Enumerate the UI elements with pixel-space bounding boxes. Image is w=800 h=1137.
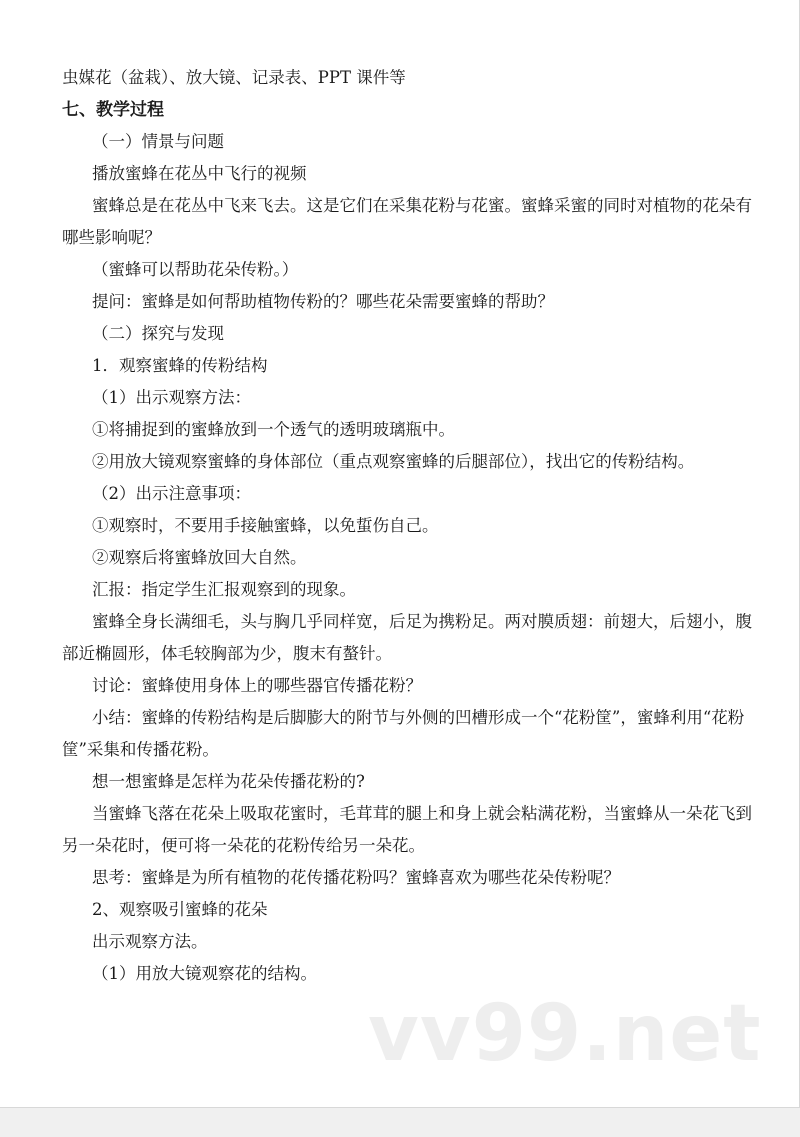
paragraph-reflection: 思考：蜜蜂是为所有植物的花传播花粉吗？蜜蜂喜欢为哪些花朵传粉呢？	[92, 868, 620, 887]
note-item-2: ②观察后将蜜蜂放回大自然。	[92, 548, 307, 567]
paragraph-discussion: 讨论：蜜蜂使用身体上的哪些器官传播花粉？	[92, 676, 422, 695]
note-item-1: ①观察时，不要用手接触蜜蜂，以免蜇伤自己。	[92, 516, 439, 535]
watermark: vv99.net	[368, 989, 762, 1079]
step-observe-method: （1）出示观察方法：	[92, 388, 251, 407]
step-notes: （2）出示注意事项：	[92, 484, 251, 503]
paragraph-bee-intro: 蜜蜂总是在花丛中飞来飞去。这是它们在采集花粉与花蜜。蜜蜂采蜜的同时对植物的花朵有哪些影响呢？	[62, 196, 752, 247]
materials-line: 虫媒花（盆栽）、放大镜、记录表、PPT 课件等	[62, 68, 406, 87]
paragraph-pollination-process: 当蜜蜂飞落在花朵上吸取花蜜时，毛茸茸的腿上和身上就会粘满花粉，当蜜蜂从一朵花飞到另一朵花时，便可将一朵花的花粉传给另一朵花。	[62, 804, 752, 855]
paragraph-bee-answer: （蜜蜂可以帮助花朵传粉。）	[92, 260, 299, 279]
paragraph-think: 想一想蜜蜂是怎样为花朵传播花粉的?	[92, 772, 365, 791]
paragraph-method-show: 出示观察方法。	[92, 932, 208, 951]
paragraph-play-video: 播放蜜蜂在花丛中飞行的视频	[92, 164, 307, 183]
paragraph-question: 提问：蜜蜂是如何帮助植物传粉的？哪些花朵需要蜜蜂的帮助？	[92, 292, 554, 311]
step-magnifier: （1）用放大镜观察花的结构。	[92, 964, 317, 983]
document-body	[62, 62, 762, 990]
page-gap	[0, 1108, 800, 1137]
paragraph-report: 汇报：指定学生汇报观察到的现象。	[92, 580, 356, 599]
subsection-explore: （二）探究与发现	[92, 324, 224, 343]
method-item-2: ②用放大镜观察蜜蜂的身体部位（重点观察蜜蜂的后腿部位），找出它的传粉结构。	[92, 452, 695, 471]
section-heading-teaching-process: 七、教学过程	[62, 100, 164, 120]
step-observe-structure: 1．观察蜜蜂的传粉结构	[92, 356, 268, 375]
method-item-1: ①将捕捉到的蜜蜂放到一个透气的透明玻璃瓶中。	[92, 420, 455, 439]
subsection-scenario: （一）情景与问题	[92, 132, 224, 151]
paragraph-summary: 小结：蜜蜂的传粉结构是后脚膨大的附节与外侧的凹槽形成一个“花粉筐”，蜜蜂利用“花粉筐”采集和传播花粉。	[62, 708, 745, 759]
step-observe-flowers: 2、观察吸引蜜蜂的花朵	[92, 900, 268, 919]
paragraph-bee-description: 蜜蜂全身长满细毛，头与胸几乎同样宽，后足为携粉足。两对膜质翅：前翅大，后翅小，腹部近椭圆形，体毛较胸部为少，腹末有螯针。	[62, 612, 752, 663]
